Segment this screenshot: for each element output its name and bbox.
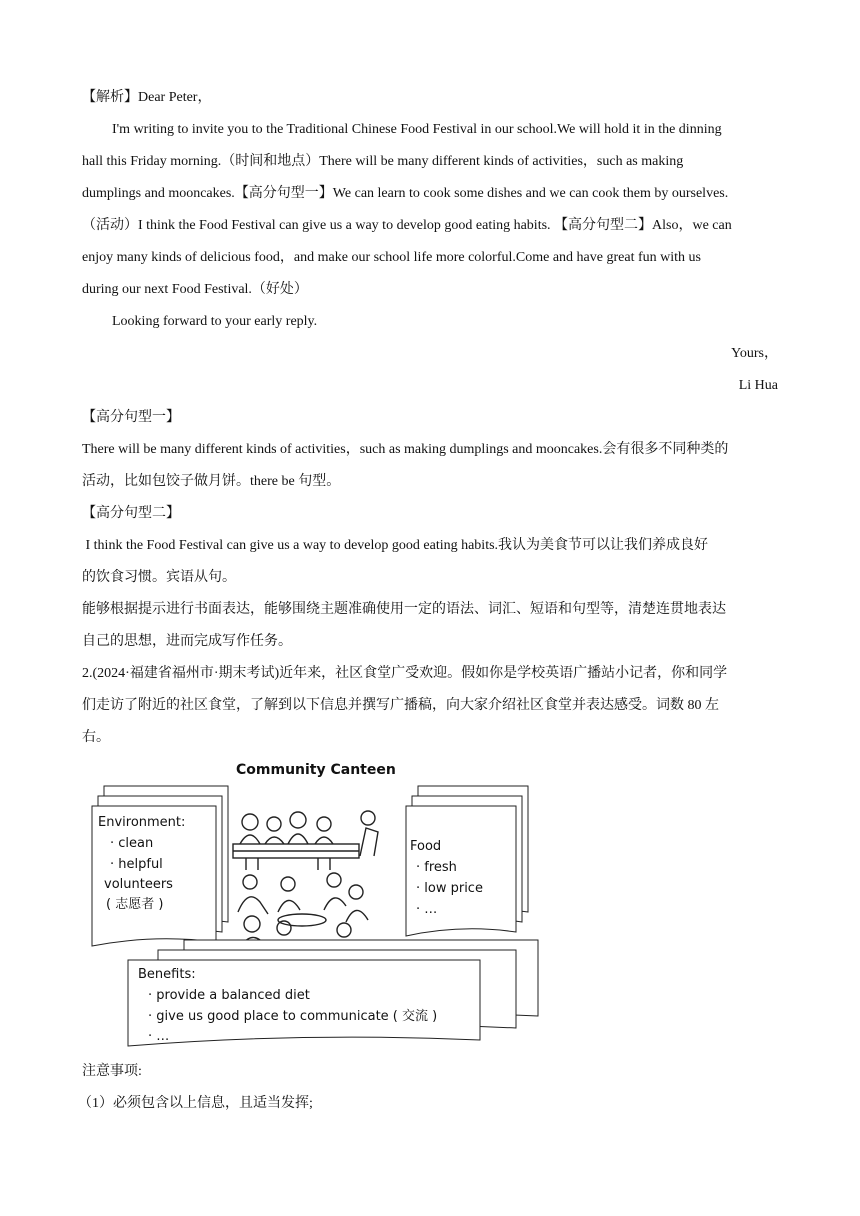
pattern2-line: I think the Food Festival can give us a way to develop good eating habits.我认为美食节可以让我们养成良好 (82, 538, 709, 553)
pattern2-title: 【高分句型二】 (82, 506, 180, 521)
notes-title: 注意事项: (82, 1064, 142, 1079)
food-item: · fresh (416, 860, 457, 875)
benefits-item: · provide a balanced diet (148, 988, 310, 1003)
benefits-item: · give us good place to communicate ( 交流 ) (148, 1009, 438, 1024)
question-line: 右。 (82, 730, 110, 745)
benefits-item: · … (148, 1029, 170, 1044)
notes-item: （1）必须包含以上信息，且适当发挥; (78, 1096, 313, 1111)
answer-line: （活动）I think the Food Festival can give us a way to develop good eating habits. 【高分句型二】Also，we can (82, 218, 732, 233)
pattern1-title: 【高分句型一】 (82, 410, 180, 425)
pattern1-line: 活动，比如包饺子做月饼。there be 句型。 (82, 474, 341, 489)
answer-line: dumplings and mooncakes.【高分句型一】We can learn to cook some dishes and we can cook them by ourselves. (82, 186, 729, 201)
answer-line: I'm writing to invite you to the Traditional Chinese Food Festival in our school.We will hold it in the dinning (112, 122, 722, 137)
food-item: · … (416, 902, 438, 917)
summary-line: 能够根据提示进行书面表达，能够围绕主题准确使用一定的语法、词汇、短语和句型等，清楚连贯地表达 (82, 602, 726, 617)
answer-signoff: Yours， (731, 346, 778, 361)
benefits-heading: Benefits: (138, 967, 196, 982)
answer-line: during our next Food Festival.（好处） (82, 282, 308, 297)
answer-closing: Looking forward to your early reply. (112, 314, 318, 329)
community-canteen-figure (88, 752, 548, 1052)
food-item: · low price (416, 881, 483, 896)
figure-title: Community Canteen (236, 762, 396, 778)
environment-item: · helpful (110, 857, 163, 872)
answer-line: enjoy many kinds of delicious food，and make our school life more colorful.Come and have great fun with us (82, 250, 701, 265)
canteen-illustration (233, 811, 378, 950)
answer-line: hall this Friday morning.（时间和地点）There will be many different kinds of activities，such as making (82, 154, 684, 169)
summary-line: 自己的思想，进而完成写作任务。 (82, 634, 292, 649)
pattern2-line: 的饮食习惯。宾语从句。 (82, 570, 236, 585)
environment-heading: Environment: (98, 815, 186, 830)
answer-signature: Li Hua (738, 378, 778, 393)
question-line: 们走访了附近的社区食堂，了解到以下信息并撰写广播稿，向大家介绍社区食堂并表达感受。词数 80 左 (82, 698, 719, 713)
question-line: 2.(2024·福建省福州市·期末考试)近年来，社区食堂广受欢迎。假如你是学校英语广播站小记者，你和同学 (82, 666, 728, 681)
environment-item: · clean (110, 836, 154, 851)
environment-item: volunteers (104, 877, 173, 892)
food-heading: Food (410, 839, 442, 854)
pattern1-line: There will be many different kinds of activities，such as making dumplings and mooncakes.会有很多不同种类的 (82, 442, 729, 457)
environment-item: ( 志愿者 ) (106, 897, 164, 912)
answer-heading: 【解析】Dear Peter， (82, 90, 212, 105)
